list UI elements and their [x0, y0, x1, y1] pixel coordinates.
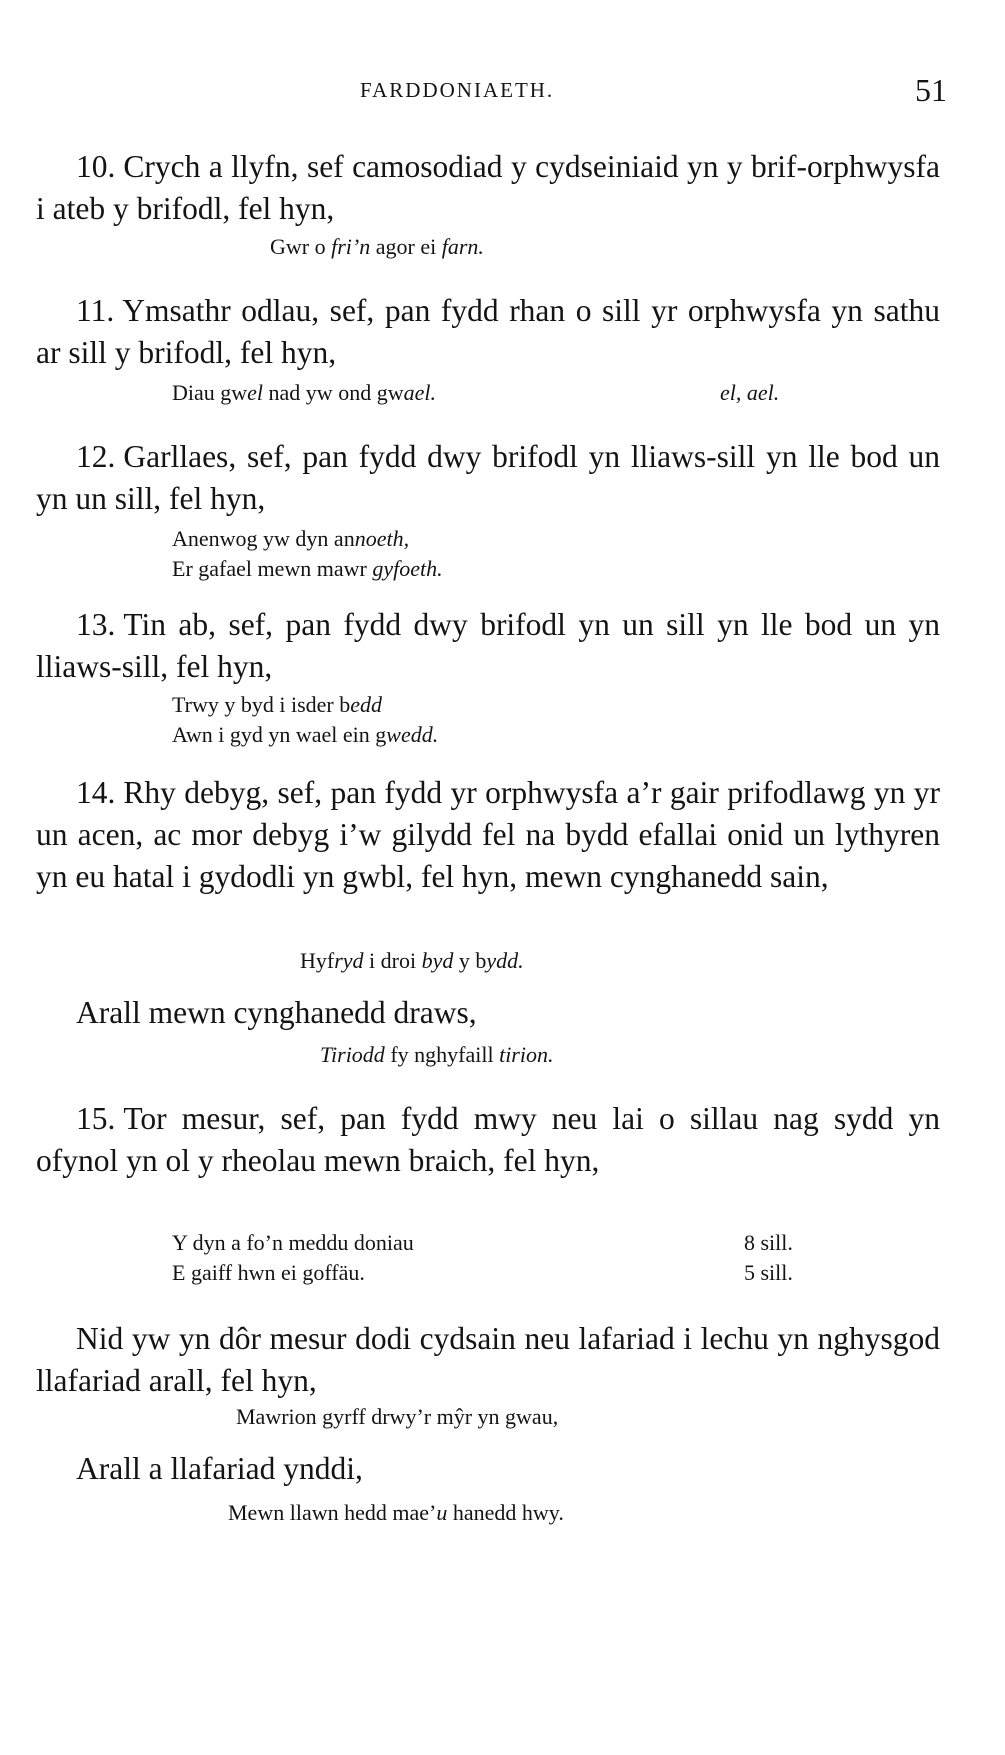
- paragraph-13: [36, 604, 940, 688]
- paragraph-text: Garllaes, sef, pan fydd dwy brifodl yn lliaws-sill yn lle bod un yn un sill, fel hyn,: [36, 439, 940, 516]
- paragraph-text: Rhy debyg, sef, pan fydd yr orphwysfa a’r gair prifodlawg yn yr un acen, ac mor debyg i’w gilydd fel na bydd efallai onid un lythyren yn eu hatal i gydodli yn gwbl, fel hyn, mewn cynghanedd sain,: [36, 775, 940, 894]
- paragraph-14: [36, 772, 940, 898]
- verse-line: E gaiff hwn ei goffäu.: [172, 1260, 365, 1285]
- paragraph-15: [36, 1098, 940, 1182]
- paragraph-text: Crych a llyfn, sef camosodiad y cydseiniaid yn y brif-orphwysfa i ateb y brifodl, fel hyn,: [36, 149, 940, 226]
- paragraph-number: 12.: [76, 439, 116, 474]
- syllable-count: 8 sill.: [744, 1230, 793, 1255]
- verse-line: Hyfryd i droi byd y bydd.: [300, 948, 524, 973]
- paragraph-12: [36, 436, 940, 520]
- paragraph-number: 15.: [76, 1101, 116, 1136]
- paragraph-number: 14.: [76, 775, 116, 810]
- paragraph-arall-2: Arall a llafariad ynddi,: [76, 1451, 363, 1486]
- paragraph-11: [36, 290, 940, 374]
- running-title: FARDDONIAETH.: [360, 78, 555, 102]
- verse-line: Tiriodd fy nghyfaill tirion.: [320, 1042, 554, 1067]
- verse-line: Mawrion gyrff drwy’r mŷr yn gwau,: [236, 1404, 559, 1429]
- verse-line: Awn i gyd yn wael ein gwedd.: [172, 722, 439, 747]
- verse-line: Diau gwel nad yw ond gwael.: [172, 380, 436, 405]
- verse-line: Gwr o fri’n agor ei farn.: [270, 234, 484, 259]
- verse-line: Trwy y byd i isder bedd: [172, 692, 383, 717]
- verse-note: el, ael.: [720, 380, 780, 405]
- verse-line: Mewn llawn hedd mae’u hanedd hwy.: [228, 1500, 564, 1525]
- paragraph-text: Ymsathr odlau, sef, pan fydd rhan o sill yr orphwysfa yn sathu ar sill y brifodl, fel hyn,: [36, 293, 940, 370]
- paragraph-arall-1: Arall mewn cynghanedd draws,: [76, 995, 477, 1030]
- paragraph-10: [36, 146, 940, 230]
- paragraph-nid: Nid yw yn dôr mesur dodi cydsain neu lafariad i lechu yn nghysgod llafariad arall, fel hyn,: [36, 1321, 940, 1398]
- paragraph-number: 10.: [76, 149, 116, 184]
- paragraph-text: Tor mesur, sef, pan fydd mwy neu lai o sillau nag sydd yn ofynol yn ol y rheolau mewn braich, fel hyn,: [36, 1101, 940, 1178]
- paragraph-number: 11.: [76, 293, 115, 328]
- paragraph-number: 13.: [76, 607, 116, 642]
- syllable-count: 5 sill.: [744, 1260, 793, 1285]
- page-number: 51: [915, 72, 947, 108]
- verse-line: Anenwog yw dyn annoeth,: [172, 526, 410, 551]
- verse-line: Y dyn a fo’n meddu doniau: [172, 1230, 414, 1255]
- paragraph-text: Tin ab, sef, pan fydd dwy brifodl yn un sill yn lle bod un yn lliaws-sill, fel hyn,: [36, 607, 940, 684]
- page-header: [0, 72, 1005, 112]
- verse-line: Er gafael mewn mawr gyfoeth.: [172, 556, 443, 581]
